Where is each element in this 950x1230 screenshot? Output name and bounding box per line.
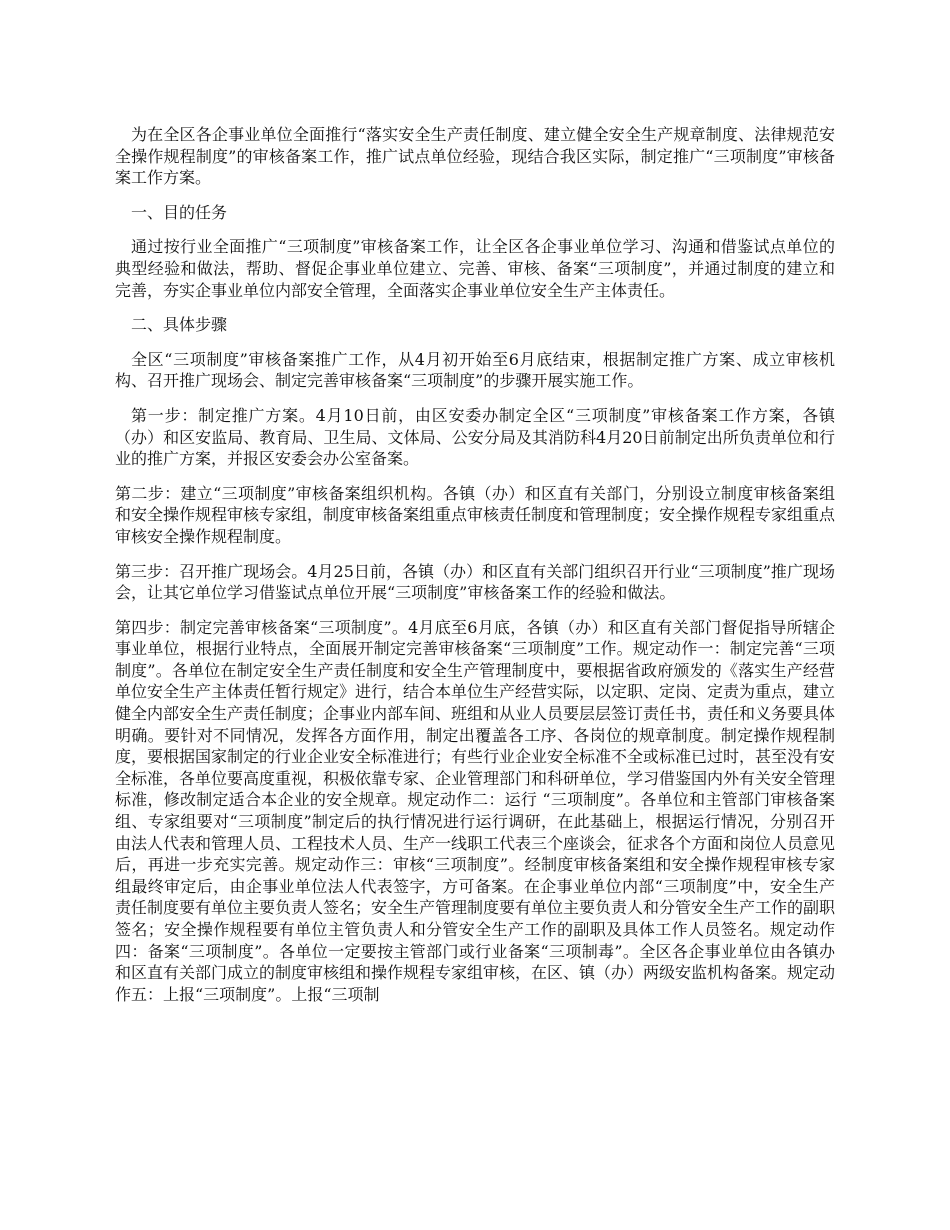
step-one-paragraph: 第一步：制定推广方案。4月10日前，由区安委办制定全区“三项制度”审核备案工作方案，各镇（办）和区安监局、教育局、卫生局、文体局、公安分局及其消防科4月20日前制定出所负责单位和行业的推广方案，并报区安委会办公室备案。	[115, 405, 835, 469]
purpose-paragraph: 通过按行业全面推广“三项制度”审核备案工作，让全区各企事业单位学习、沟通和借鉴试点单位的典型经验和做法，帮助、督促企事业单位建立、完善、审核、备案“三项制度”，并通过制度的建立和完善，夯实企事业单位内部安全管理，全面落实企事业单位安全生产主体责任。	[115, 237, 835, 300]
steps-overview-paragraph: 全区“三项制度”审核备案推广工作，从4月初开始至6月底结束，根据制定推广方案、成立审核机构、召开推广现场会、制定完善审核备案“三项制度”的步骤开展实施工作。	[115, 349, 835, 391]
document-body	[115, 124, 835, 1018]
step-three-paragraph: 第三步：召开推广现场会。4月25日前，各镇（办）和区直有关部门组织召开行业“三项制度”推广现场会，让其它单位学习借鉴试点单位开展“三项制度”审核备案工作的经验和做法。	[115, 561, 835, 603]
section-heading-steps: 二、具体步骤	[131, 315, 228, 335]
step-four-paragraph: 第四步：制定完善审核备案“三项制度”。4月底至6月底，各镇（办）和区直有关部门督促指导所辖企事业单位，根据行业特点，全面展开制定完善审核备案“三项制度”工作。规定动作一：制定完善“三项制度”。各单位在制定安全生产责任制度和安全生产管理制度中，要根据省政府颁发的《落实生产经营单位安全生产主体责任暂行规定》进行，结合本单位生产经营实际，以定职、定岗、定责为重点，建立健全内部安全生产责任制度；企事业内部车间、班组和从业人员要层层签订责任书，责任和义务要具体明确。要针对不同情况，发挥各方面作用，制定出覆盖各工序、各岗位的规章制度。制定操作规程制度，要根据国家制定的行业企业安全标准进行；有些行业企业安全标准不全或标准已过时，甚至没有安全标准，各单位要高度重视，积极依靠专家、企业管理部门和科研单位，学习借鉴国内外有关安全管理标准，修改制定适合本企业的安全规章。规定动作二：运行 “三项制度”。各单位和主管部门审核备案组、专家组要对“三项制度”制定后的执行情况进行运行调研，在此基础上，根据运行情况，分别召开由法人代表和管理人员、工程技术人员、生产一线职工代表三个座谈会，征求各个方面和岗位人员意见后，再进一步充实完善。规定动作三：审核“三项制度”。经制度审核备案组和安全操作规程审核专家组最终审定后，由企事业单位法人代表签字，方可备案。在企事业单位内部“三项制度”中，安全生产责任制度要有单位主要负责人签名；安全生产管理制度要有单位主要负责人和分管安全生产工作的副职签名；安全操作规程要有单位主管负责人和分管安全生产工作的副职及具体工作人员签名。规定动作四：备案“三项制度”。各单位一定要按主管部门或行业备案“三项制毒”。全区各企事业单位由各镇办和区直有关部门成立的制度审核组和操作规程专家组审核，在区、镇（办）两级安监机构备案。规定动作五：上报“三项制度”。上报“三项制	[115, 617, 836, 1004]
intro-paragraph: 为在全区各企事业单位全面推行“落实安全生产责任制度、建立健全安全生产规章制度、法律规范安全操作规程制度”的审核备案工作，推广试点单位经验，现结合我区实际，制定推广“三项制度”审核备案工作方案。	[115, 125, 835, 188]
section-heading-purpose: 一、目的任务	[131, 202, 228, 222]
step-two-paragraph: 第二步：建立“三项制度”审核备案组织机构。各镇（办）和区直有关部门，分别设立制度审核备案组和安全操作规程审核专家组，制度审核备案组重点审核责任制度和管理制度；安全操作规程专家组重点审核安全操作规程制度。	[115, 483, 836, 546]
